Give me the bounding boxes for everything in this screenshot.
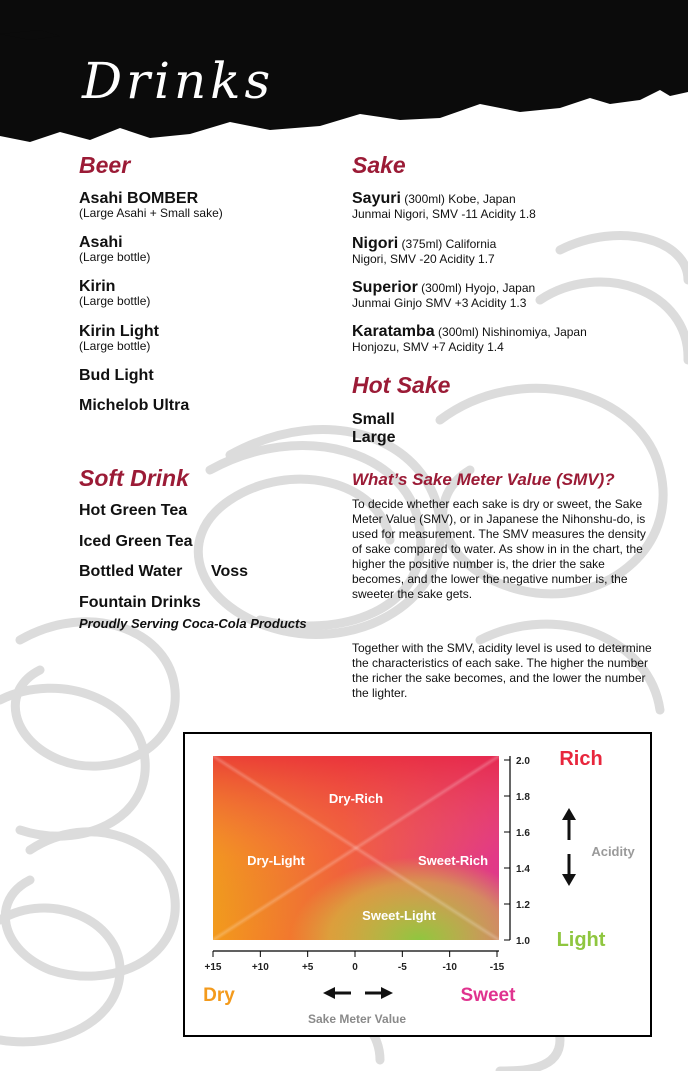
arrow-down-icon <box>562 874 576 886</box>
sake-item-name: Nigori <box>352 235 399 252</box>
region-label-dry-rich: Dry-Rich <box>328 791 384 806</box>
soft-drink-item: Iced Green Tea <box>79 533 193 550</box>
x-tick-label: 0 <box>352 962 358 973</box>
beer-item <box>79 190 223 220</box>
beer-heading: Beer <box>79 152 131 178</box>
beer-item-name: Kirin <box>79 278 116 295</box>
x-tick-label: -10 <box>442 962 457 973</box>
x-tick-label: -15 <box>489 962 505 973</box>
soft-drink-item: Hot Green Tea <box>79 502 188 519</box>
smv-chart <box>183 732 652 1037</box>
x-tick-label: +15 <box>204 962 222 973</box>
beer-item-name: Asahi <box>79 234 123 251</box>
sake-item-name: Superior <box>352 279 418 296</box>
sake-item-detail: (300ml) Nishinomiya, Japan <box>434 325 587 339</box>
y-axis-label: Acidity <box>591 844 635 859</box>
soft-drink-item: Fountain Drinks <box>79 594 201 611</box>
sake-item <box>352 235 496 266</box>
arrow-left-icon <box>323 987 335 999</box>
sake-item <box>352 323 587 354</box>
y-top-label: Rich <box>559 748 603 770</box>
beer-item-name: Asahi BOMBER <box>79 190 199 207</box>
beer-item-note: (Large bottle) <box>79 339 151 353</box>
page-title: Drinks <box>82 52 275 110</box>
y-bottom-label: Light <box>556 929 606 951</box>
y-tick-label: 2.0 <box>516 756 530 767</box>
y-tick-label: 1.8 <box>516 792 530 803</box>
sake-item-detail: (300ml) Kobe, Japan <box>400 192 516 206</box>
beer-item-name: Bud Light <box>79 367 154 384</box>
x-right-label: Sweet <box>460 985 516 1006</box>
x-axis-label: Sake Meter Value <box>307 1012 407 1026</box>
beer-item <box>79 323 159 353</box>
sake-item <box>352 190 536 221</box>
sake-item-name: Sayuri <box>352 190 401 207</box>
soft-drink-heading: Soft Drink <box>79 465 189 491</box>
coca-cola-tagline: Proudly Serving Coca-Cola Products <box>79 616 307 631</box>
y-tick-label: 1.6 <box>516 828 530 839</box>
y-tick-label: 1.0 <box>516 936 530 947</box>
sake-item-detail: (375ml) California <box>398 237 497 251</box>
sake-item-spec: Honjozu, SMV +7 Acidity 1.4 <box>352 340 504 354</box>
smv-paragraph: Together with the SMV, acidity level is used to determine the characteristics of each sake. The higher the number the richer the sake becomes, and the lower the number the lighter. <box>352 641 652 700</box>
smv-paragraph: To decide whether each sake is dry or sweet, the Sake Meter Value (SMV), or in Japanese the Nihonshu-do, is used for measurement. The SMV measures the density of sake compared to water. As show in in the chart, the higher the positive number is, the drier the sake becomes, and the lower the negative number is, the sweeter the sake gets. <box>352 497 646 601</box>
beer-item <box>79 367 154 384</box>
region-label-dry-light: Dry-Light <box>247 853 305 868</box>
soft-drink-item: Bottled Water <box>79 563 183 580</box>
beer-item-note: (Large bottle) <box>79 294 151 308</box>
smv-arrows <box>323 987 393 999</box>
smv-chart-svg <box>185 734 650 1035</box>
region-label-sweet-rich: Sweet-Rich <box>417 853 489 868</box>
smv-heading: What’s Sake Meter Value (SMV)? <box>352 470 615 489</box>
beer-item <box>79 234 150 264</box>
sake-item-name: Karatamba <box>352 323 435 340</box>
sake-item-spec: Junmai Ginjo SMV +3 Acidity 1.3 <box>352 296 527 310</box>
sake-item-spec: Junmai Nigori, SMV -11 Acidity 1.8 <box>352 207 536 221</box>
acidity-arrows <box>562 808 576 886</box>
chart-diagonal-b <box>213 756 499 940</box>
hot-sake-item: Small <box>352 411 395 428</box>
x-tick-label: +5 <box>301 962 314 973</box>
beer-item <box>79 278 150 308</box>
arrow-right-icon <box>381 987 393 999</box>
sake-heading: Sake <box>352 152 406 178</box>
soft-drink-voss: Voss <box>211 563 249 580</box>
arrow-up-icon <box>562 808 576 820</box>
y-tick-label: 1.2 <box>516 900 530 911</box>
beer-item-name: Kirin Light <box>79 323 159 340</box>
x-tick-label: -5 <box>397 962 407 973</box>
beer-item <box>79 397 189 414</box>
hot-sake-heading: Hot Sake <box>352 372 451 398</box>
beer-item-name: Michelob Ultra <box>79 397 190 414</box>
y-tick-label: 1.4 <box>516 864 530 875</box>
x-left-label: Dry <box>203 985 235 1006</box>
x-tick-label: +10 <box>251 962 269 973</box>
sake-item <box>352 279 535 310</box>
region-label-sweet-light: Sweet-Light <box>362 908 436 923</box>
sake-item-detail: (300ml) Hyojo, Japan <box>417 281 536 295</box>
beer-item-note: (Large Asahi + Small sake) <box>79 206 223 220</box>
sake-item-spec: Nigori, SMV -20 Acidity 1.7 <box>352 252 495 266</box>
beer-item-note: (Large bottle) <box>79 250 151 264</box>
hot-sake-item: Large <box>352 429 396 446</box>
